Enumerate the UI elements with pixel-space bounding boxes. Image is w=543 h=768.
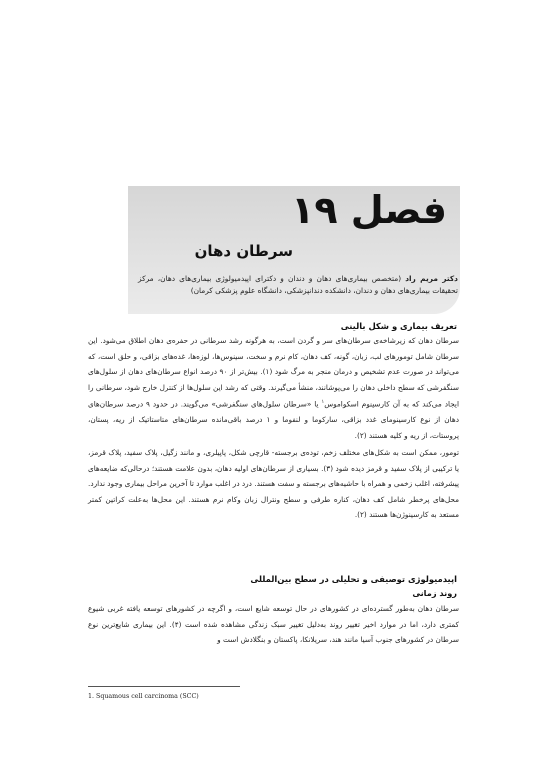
author-name: دکتر مریم راد bbox=[405, 274, 458, 283]
section-heading-definition: تعریف بیماری و شکل بالینی bbox=[340, 321, 457, 331]
chapter-title: سرطان دهان bbox=[194, 242, 293, 260]
paragraph-definition-2: تومور، ممکن است به شکل‌های مختلف زخم، توده‌ی برجسته- قارچی شکل، پاپیلری، و مانند زگیل، پلاک سفید، پلاک قرمز، یا ترکیبی از پلاک سفید و قرمز دیده شود (۳). بسیاری از سرطان‌های اولیه دهان، بدون علامت هستند؛ درحالی‌که ضایعه‌های پیشرفته، اغلب زخمی و همراه با حاشیه‌های برجسته و سفت هستند. درد در اغلب موارد تا آخرین مراحل بیماری وجود ندارد. محل‌های پرخطر شامل کف دهان، کناره طرفی و سطح ونترال زبان وکام نرم هستند. این محل‌ها به‌علت کراتین کمتر مستعد به کارسینوژن‌ها هستند (۲). bbox=[88, 448, 459, 520]
author-block bbox=[138, 273, 458, 297]
footnote-reference: ۱ bbox=[321, 399, 325, 406]
footnote-text: 1. Squamous cell carcinoma (SCC) bbox=[88, 693, 199, 700]
subheading-time-trend: روند زمانی bbox=[412, 588, 457, 598]
paragraph-epidemiology-1: سرطان دهان به‌طور گسترده‌ای در کشورهای در حال توسعه شایع است، و اگرچه در کشورهای توسعه یافته غربی شیوع کمتری دارد، اما در موارد اخیر تغییر روند به‌دلیل تغییر سبک زندگی مشاهده شده است (۴). این بیماری شایع‌ترین نوع سرطان در کشورهای جنوب آسیا مانند هند، سریلانکا، پاکستان و بنگلادش است و bbox=[88, 604, 459, 645]
chapter-number: فصل ۱۹ bbox=[291, 188, 447, 232]
paragraph-text: یا «سرطان سلول‌های سنگفرشی» می‌گویند. در حدود ۹ درصد سرطان‌های دهان از نوع کارسینومای غدد بزاقی، سارکوما و لنفوما و ۱ درصد باقی‌مانده سرطان‌های متاستاتیک از ریه، پستان، پروستات، از ریه و کلیه هستند (۲). bbox=[88, 399, 459, 440]
author-affiliation: (متخصص بیماری‌های دهان و دندان و دکترای اپیدمیولوژی بیماری‌های دهان، مرکز تحقیقات بیماری‌های دهان و دندان، دانشکده دندانپزشکی، دانشگاه علوم پزشکی کرمان) bbox=[138, 274, 458, 295]
paragraph-text: سرطان دهان که زیرشاخه‌ی سرطان‌های سر و گردن است، به هرگونه رشد سرطانی در حفره‌ی دهان اطلاق می‌شود. این سرطان شامل تومورهای لب، زبان، گونه، کف دهان، کام نرم و سخت، سینوس‌ها، لوزه‌ها، غده‌های بزاقی، و حلق است، که می‌تواند در صورت عدم تشخیص و درمان منجر به مرگ شود (۱). بیش‌تر از ۹۰ درصد انواع سرطان‌های دهان از سلول‌های سنگفرشی که سطح داخلی دهان را می‌پوشانند، منشأ می‌گیرند. وقتی که رشد این سلول‌ها از کنترل خارج شود، سرطانی را ایجاد می‌کند که به آن کارسینوم اسکواموس bbox=[88, 336, 459, 409]
section-heading-epidemiology: اپیدمیولوژی توصیفی و تحلیلی در سطح بین‌المللی bbox=[250, 574, 457, 584]
paragraph-definition-1 bbox=[88, 333, 459, 444]
footnote-divider bbox=[88, 686, 240, 687]
